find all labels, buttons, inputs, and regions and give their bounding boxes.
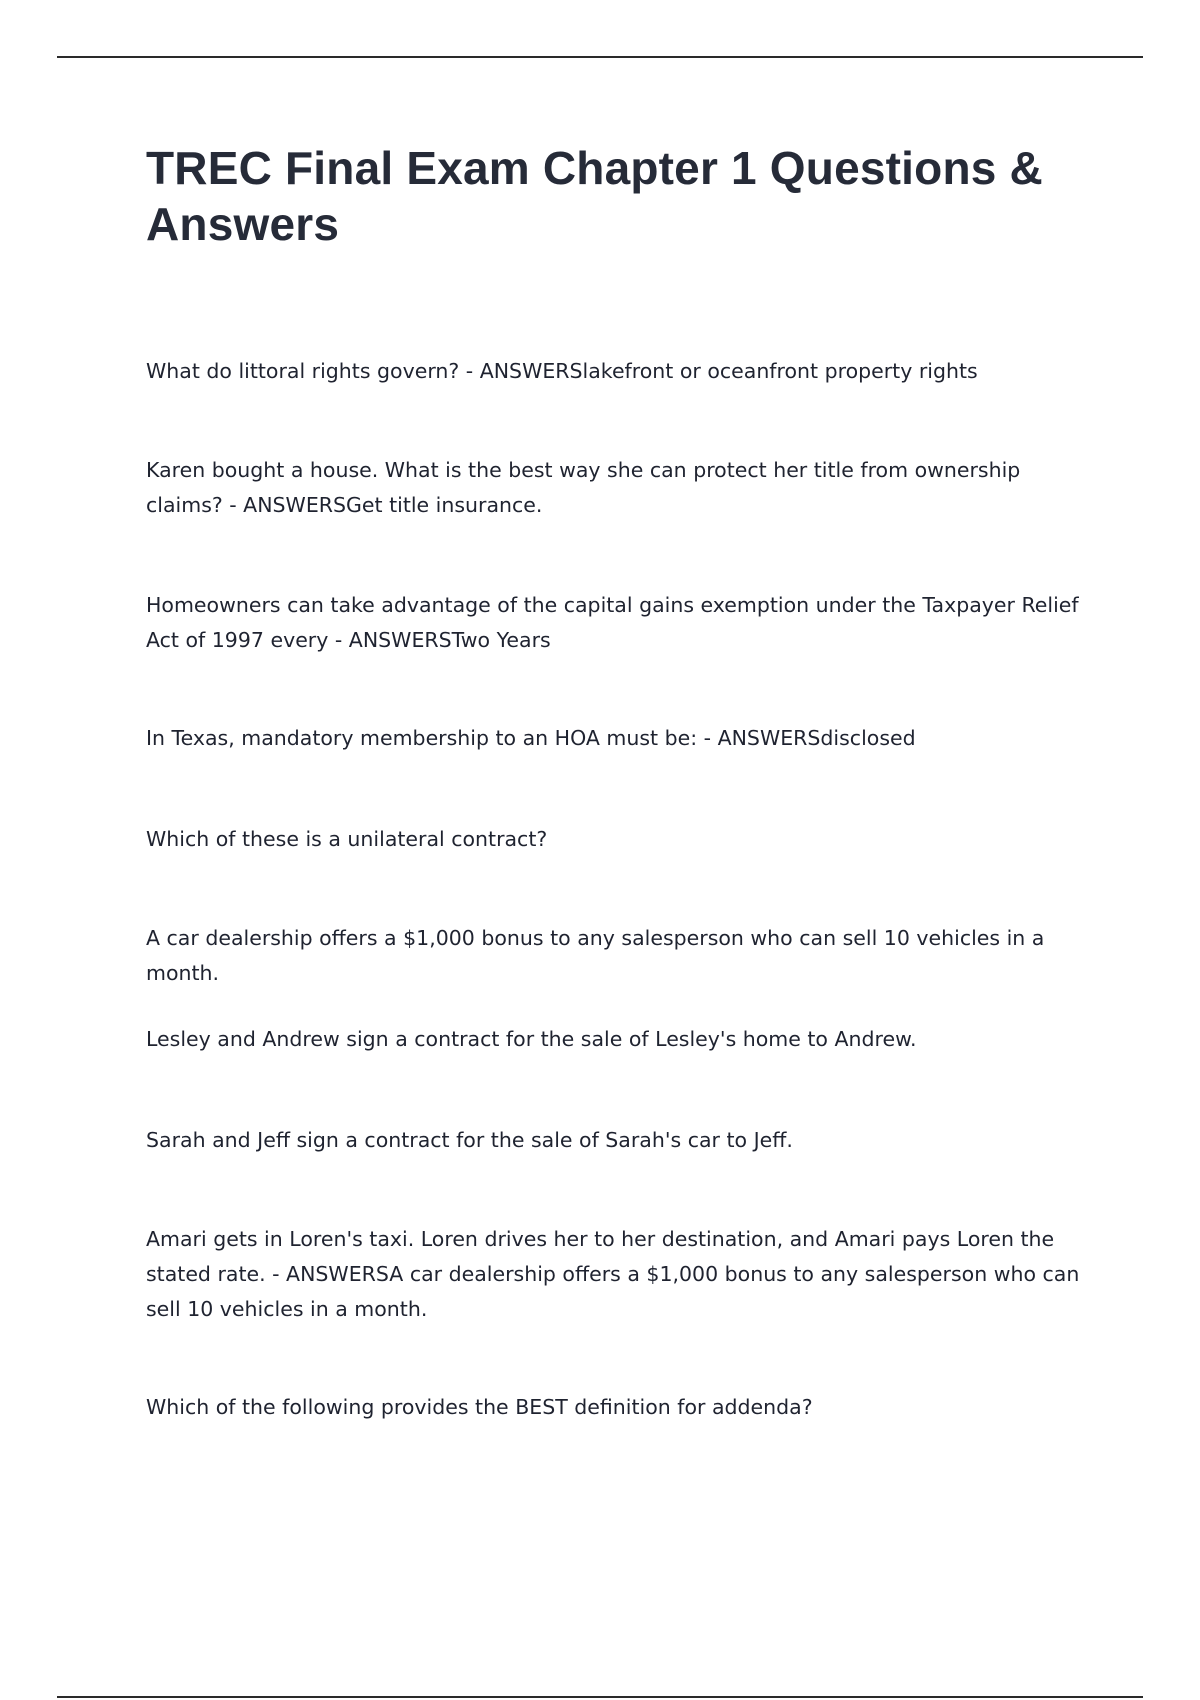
qa-item-3: Homeowners can take advantage of the capital gains exemption under the Taxpayer Relief Act of 1997 every - ANSWERSTwo Years: [146, 593, 1079, 652]
top-rule: [57, 56, 1143, 58]
qa-item-7: Lesley and Andrew sign a contract for the sale of Lesley's home to Andrew.: [146, 1027, 917, 1051]
qa-item-5: Which of these is a unilateral contract?: [146, 827, 548, 851]
qa-item-10: Which of the following provides the BEST definition for addenda?: [146, 1395, 813, 1419]
qa-item-9: Amari gets in Loren's taxi. Loren drives her to her destination, and Amari pays Loren the stated rate. - ANSWERSA car dealership offers a $1,000 bonus to any salesperson who can sell 10 vehicles in a month.: [146, 1227, 1080, 1321]
qa-item-4: In Texas, mandatory membership to an HOA must be: - ANSWERSdisclosed: [146, 726, 916, 750]
qa-item-6: A car dealership offers a $1,000 bonus to any salesperson who can sell 10 vehicles in a month.: [146, 926, 1045, 985]
bottom-rule: [57, 1696, 1143, 1698]
qa-item-2: Karen bought a house. What is the best way she can protect her title from ownership claims? - ANSWERSGet title insurance.: [146, 458, 1021, 517]
qa-item-1: What do littoral rights govern? - ANSWERSlakefront or oceanfront property rights: [146, 359, 978, 383]
document-title: TREC Final Exam Chapter 1 Questions & Answers: [146, 142, 1043, 250]
qa-item-8: Sarah and Jeff sign a contract for the sale of Sarah's car to Jeff.: [146, 1128, 793, 1152]
document-body: [146, 140, 1086, 252]
